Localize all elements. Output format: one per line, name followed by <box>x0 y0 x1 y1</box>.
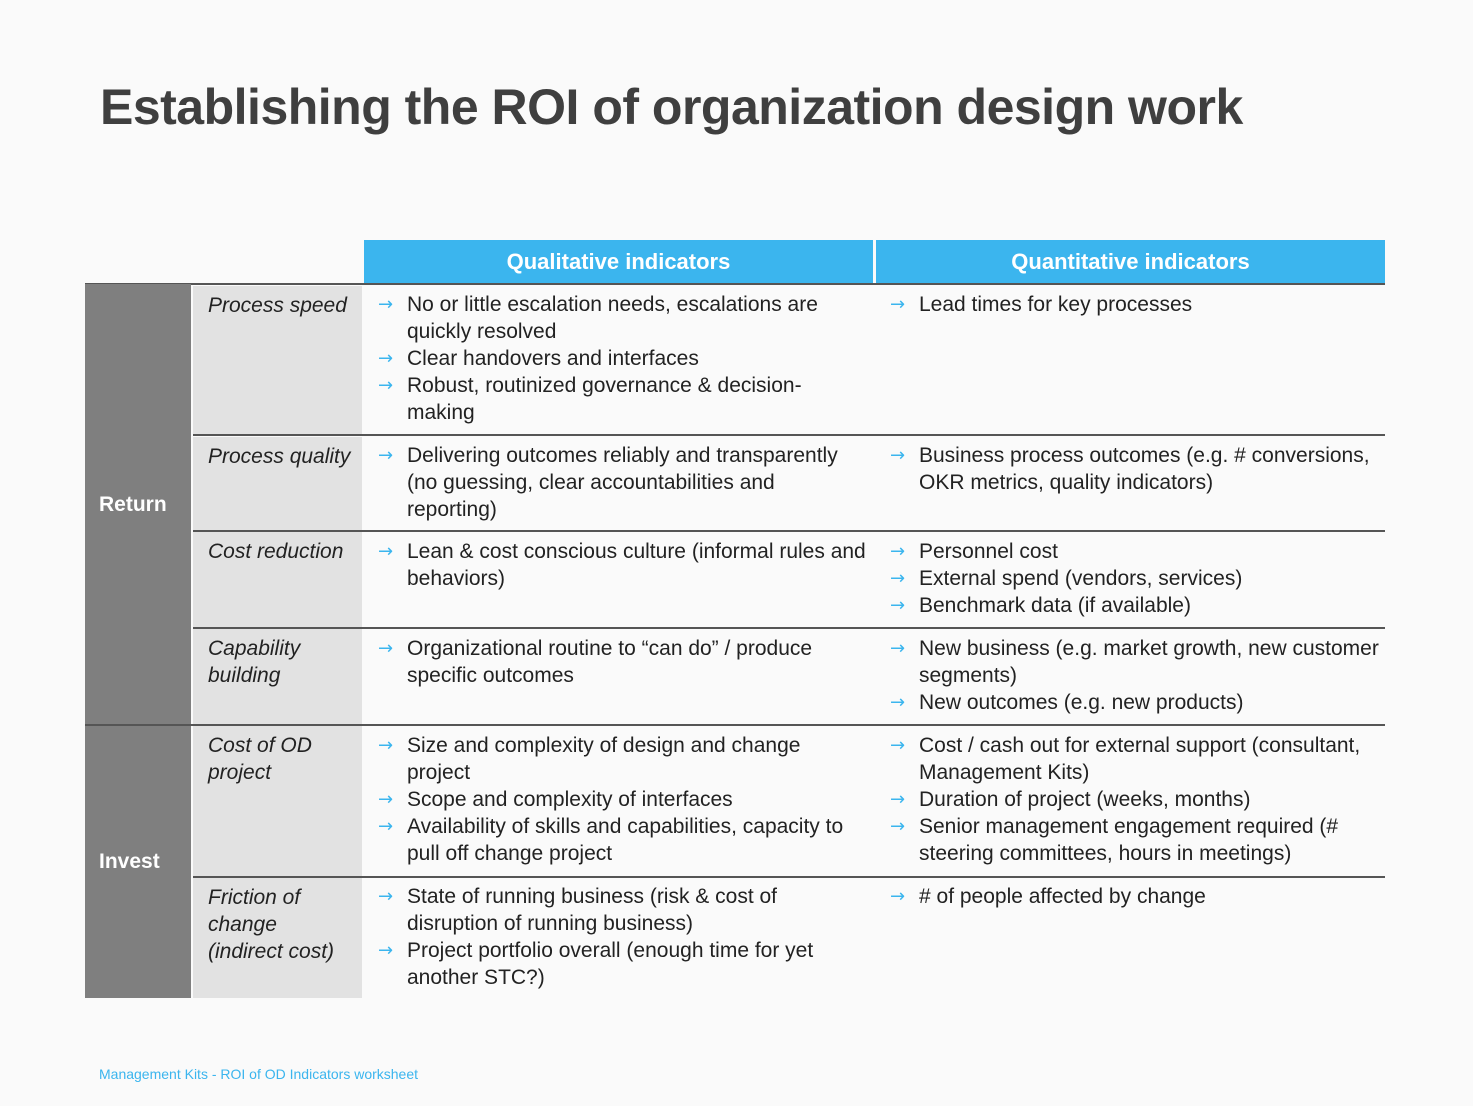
cell-quantitative-cost-reduction <box>890 538 1380 619</box>
list-item: → Delivering outcomes reliably and transparently (no guessing, clear accountabilities and reporting) <box>378 444 838 521</box>
list-item: → # of people affected by change <box>890 885 1206 908</box>
cell-quantitative-capability-building <box>890 635 1380 716</box>
cell-quantitative-process-speed <box>890 291 1380 318</box>
list-item: → Lead times for key processes <box>890 293 1193 316</box>
cell-quantitative-friction-of-change <box>890 883 1380 910</box>
arrow-right-icon: → <box>890 816 906 837</box>
arrow-right-icon: → <box>890 541 906 562</box>
list-item: → Personnel cost <box>890 540 1058 563</box>
header-quantitative: Quantitative indicators <box>876 240 1385 284</box>
arrow-right-icon: → <box>890 568 906 589</box>
list-item: → Business process outcomes (e.g. # conversions, OKR metrics, quality indicators) <box>890 444 1370 494</box>
list-item: → Availability of skills and capabilities, capacity to pull off change project <box>378 815 844 865</box>
arrow-right-icon: → <box>890 294 906 315</box>
page-title: Establishing the ROI of organization design work <box>100 79 1243 135</box>
list-item: → No or little escalation needs, escalations are quickly resolved <box>378 293 818 343</box>
group-invest: Invest <box>85 725 191 998</box>
category-cost-reduction: Cost reduction <box>193 532 362 627</box>
category-capability-building: Capability building <box>193 629 362 724</box>
list-item: → Robust, routinized governance & decision-making <box>378 374 802 424</box>
arrow-right-icon: → <box>378 886 394 907</box>
arrow-right-icon: → <box>890 445 906 466</box>
cell-qualitative-cost-reduction <box>378 538 868 592</box>
arrow-right-icon: → <box>378 816 394 837</box>
arrow-right-icon: → <box>890 638 906 659</box>
arrow-right-icon: → <box>378 541 394 562</box>
list-item: → Clear handovers and interfaces <box>378 347 699 370</box>
arrow-right-icon: → <box>378 735 394 756</box>
category-process-quality: Process quality <box>193 437 362 530</box>
arrow-right-icon: → <box>890 692 906 713</box>
list-item: → Benchmark data (if available) <box>890 594 1191 617</box>
arrow-right-icon: → <box>378 294 394 315</box>
arrow-right-icon: → <box>890 886 906 907</box>
cell-qualitative-process-speed <box>378 291 868 426</box>
arrow-right-icon: → <box>378 375 394 396</box>
list-item: → Cost / cash out for external support (consultant, Management Kits) <box>890 734 1361 784</box>
footer-text: Management Kits - ROI of OD Indicators worksheet <box>99 1066 419 1082</box>
arrow-right-icon: → <box>890 595 906 616</box>
category-friction-of-change: Friction of change (indirect cost) <box>193 878 362 998</box>
row-divider <box>193 627 1385 629</box>
row-divider <box>193 530 1385 532</box>
list-item: → New business (e.g. market growth, new customer segments) <box>890 637 1379 687</box>
cell-qualitative-cost-of-od-project <box>378 732 868 867</box>
arrow-right-icon: → <box>890 789 906 810</box>
row-divider <box>193 876 1385 878</box>
group-divider <box>85 724 1385 726</box>
header-qualitative: Qualitative indicators <box>364 240 873 284</box>
list-item: → New outcomes (e.g. new products) <box>890 691 1244 714</box>
arrow-right-icon: → <box>378 940 394 961</box>
category-cost-of-od-project: Cost of OD project <box>193 726 362 876</box>
cell-quantitative-cost-of-od-project <box>890 732 1380 867</box>
cell-quantitative-process-quality <box>890 442 1380 496</box>
list-item: → Duration of project (weeks, months) <box>890 788 1251 811</box>
arrow-right-icon: → <box>378 789 394 810</box>
list-item: → Size and complexity of design and change project <box>378 734 801 784</box>
list-item: → State of running business (risk & cost of disruption of running business) <box>378 885 778 935</box>
list-item: → Project portfolio overall (enough time for yet another STC?) <box>378 939 814 989</box>
category-process-speed: Process speed <box>193 286 362 435</box>
arrow-right-icon: → <box>378 445 394 466</box>
list-item: → Scope and complexity of interfaces <box>378 788 733 811</box>
list-item: → Organizational routine to “can do” / produce specific outcomes <box>378 637 813 687</box>
list-item: → Senior management engagement required (# steering committees, hours in meetings) <box>890 815 1339 865</box>
list-item: → Lean & cost conscious culture (informal rules and behaviors) <box>378 540 866 590</box>
list-item: → External spend (vendors, services) <box>890 567 1243 590</box>
arrow-right-icon: → <box>378 638 394 659</box>
table-top-line <box>85 283 1385 285</box>
cell-qualitative-process-quality <box>378 442 868 523</box>
arrow-right-icon: → <box>890 735 906 756</box>
cell-qualitative-capability-building <box>378 635 868 689</box>
cell-qualitative-friction-of-change <box>378 883 868 991</box>
arrow-right-icon: → <box>378 348 394 369</box>
group-return: Return <box>85 284 191 725</box>
row-divider <box>193 434 1385 436</box>
